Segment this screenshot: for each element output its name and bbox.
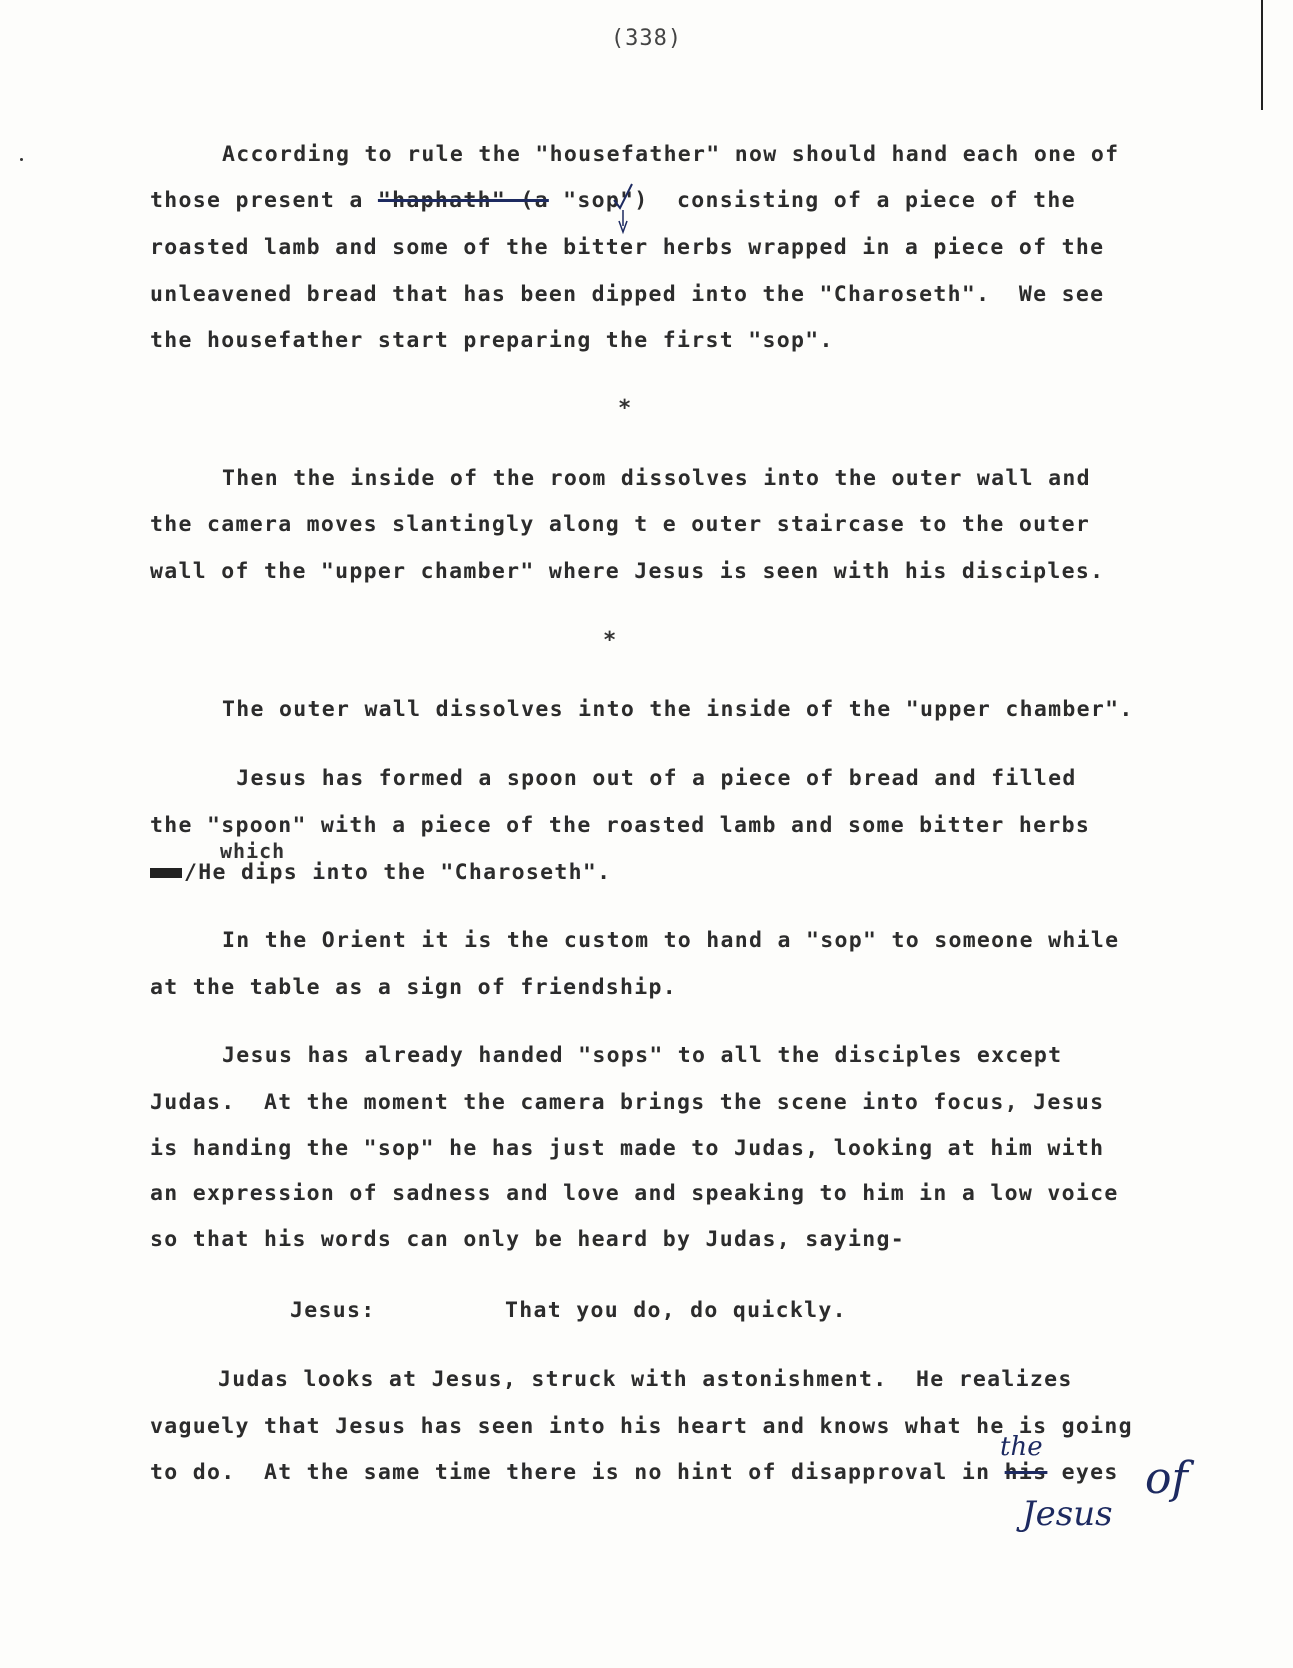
p4-line1: Jesus has formed a spoon out of a piece of bread and filled (222, 766, 1077, 791)
p7-line3 (150, 1460, 1119, 1485)
p1-line2-after: "sop") consisting of a piece of the (548, 188, 1076, 213)
check-mark-icon (608, 178, 642, 238)
p6-line1: Jesus has already handed "sops" to all the disciples except (222, 1043, 1063, 1068)
handwritten-the: the (1000, 1432, 1043, 1462)
page-number: (338) (610, 26, 683, 51)
struck-haphath: "haphath" (a (377, 188, 549, 213)
handwritten-of: of (1145, 1453, 1188, 1504)
dialogue-line: That you do, do quickly. (505, 1298, 847, 1323)
p5-line1: In the Orient it is the custom to hand a "sop" to someone while (222, 928, 1120, 953)
p6-line2: Judas. At the moment the camera brings the scene into focus, Jesus (150, 1090, 1105, 1115)
p1-line4: unleavened bread that has been dipped into the "Charoseth". We see (150, 282, 1105, 307)
p5-line2: at the table as a sign of friendship. (150, 975, 678, 1000)
p2-line2: the camera moves slantingly along t e outer staircase to the outer (150, 512, 1091, 537)
page-edge-line (1261, 0, 1263, 110)
p4-line3-text: /He dips into the "Charoseth". (184, 860, 612, 885)
p7-line1: Judas looks at Jesus, struck with astonishment. He realizes (218, 1367, 1073, 1392)
p1-line3: roasted lamb and some of the bitter herbs wrapped in a piece of the (150, 235, 1105, 260)
p3-line1: The outer wall dissolves into the inside of the "upper chamber". (222, 697, 1134, 722)
ink-blot (150, 868, 182, 878)
typed-insert-which: which (220, 839, 286, 863)
p4-line2: the "spoon" with a piece of the roasted lamb and some bitter herbs (150, 813, 1091, 838)
p7-line3-before: to do. At the same time there is no hint of disapproval in (150, 1460, 1005, 1485)
p1-line5: the housefather start preparing the first "sop". (150, 328, 834, 353)
margin-speck (20, 158, 23, 161)
p6-line4: an expression of sadness and love and speaking to him in a low voice (150, 1181, 1119, 1206)
p4-line3 (150, 860, 611, 885)
p2-line1: Then the inside of the room dissolves into the outer wall and (222, 466, 1091, 491)
p2-line3: wall of the "upper chamber" where Jesus is seen with his disciples. (150, 559, 1105, 584)
handwritten-jesus: Jesus (1022, 1494, 1113, 1534)
p1-line1: According to rule the "housefather" now should hand each one of (222, 142, 1120, 167)
dialogue-speaker: Jesus: (290, 1298, 376, 1323)
p7-line2: vaguely that Jesus has seen into his heart and knows what he is going (150, 1414, 1133, 1439)
scene-break-star: * (603, 628, 617, 653)
p6-line3: is handing the "sop" he has just made to Judas, looking at him with (150, 1136, 1105, 1161)
p7-line3-after: eyes (1047, 1460, 1119, 1485)
p6-line5: so that his words can only be heard by Judas, saying- (150, 1227, 905, 1252)
struck-his: his (1004, 1460, 1048, 1485)
scene-break-star: * (618, 396, 632, 421)
p1-line2-before: those present a (150, 188, 378, 213)
